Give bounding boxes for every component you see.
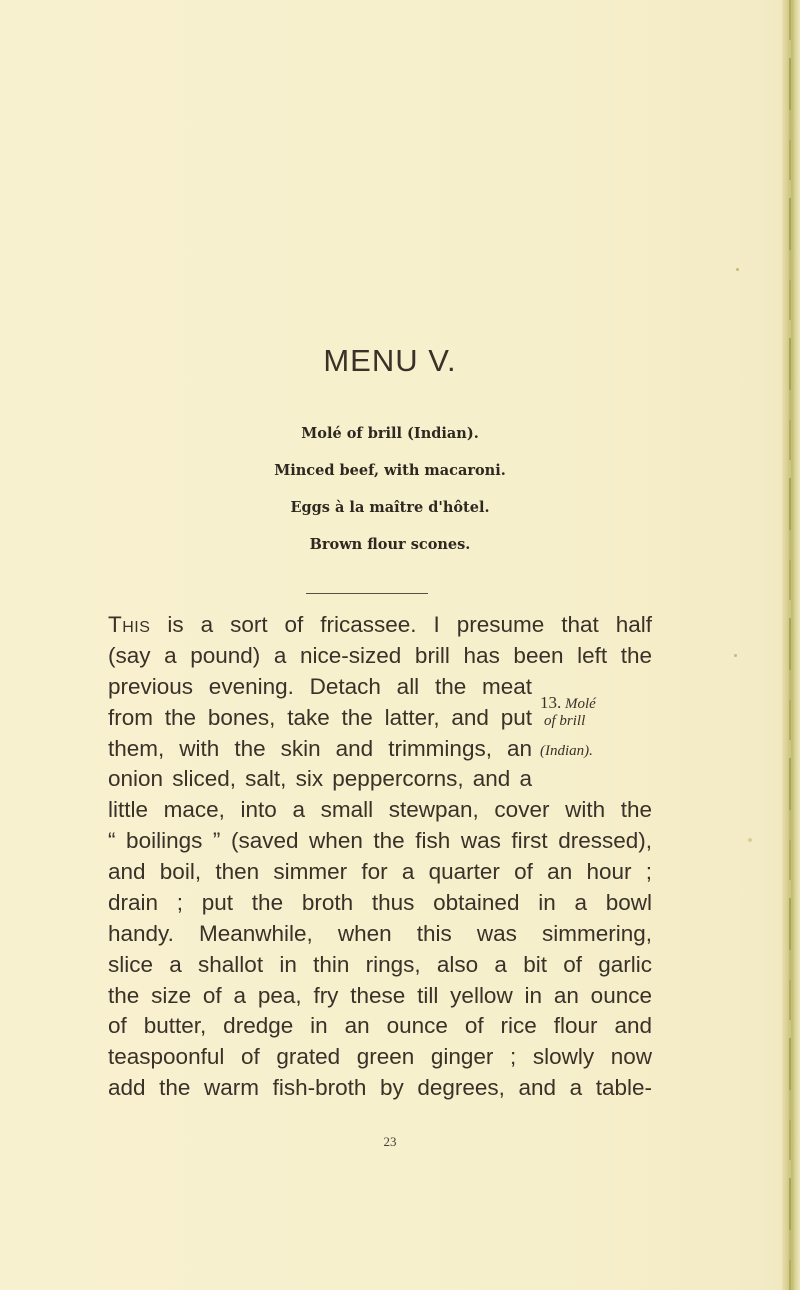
text-line: and boil, then simmer for a quarter of an hour ; (108, 859, 652, 884)
text-line (108, 610, 652, 640)
menu-item: Minced beef, with macaroni. (274, 462, 506, 479)
margin-note-origin: (Indian). (540, 743, 593, 759)
paper-speck (748, 838, 752, 842)
text-line: add the warm fish-broth by degrees, and a table- (108, 1075, 652, 1100)
text-line: teaspoonful of grated green ginger ; slowly now (108, 1044, 652, 1069)
paper-speck (734, 654, 737, 657)
page-number: 23 (383, 1134, 397, 1149)
text-line: little mace, into a small stewpan, cover with the (108, 797, 652, 822)
menu-item: Eggs à la maître d'hôtel. (290, 499, 490, 516)
margin-note-title: Molé (565, 696, 596, 712)
margin-note-number: 13. (540, 693, 562, 712)
text-line: the size of a pea, fry these till yellow in an ounce (108, 983, 652, 1008)
text-line-rest: is a sort of fricassee. I presume that half (150, 612, 652, 637)
paper-speck (736, 268, 739, 271)
text-line: previous evening. Detach all the meat (108, 674, 532, 699)
menu-item: Molé of brill (Indian). (301, 425, 479, 442)
text-line: (say a pound) a nice-sized brill has been left the (108, 643, 652, 668)
text-line: them, with the skin and trimmings, an (108, 736, 532, 761)
margin-note-heading (540, 693, 596, 714)
menu-title: MENU V. (323, 343, 457, 378)
text-line: onion sliced, salt, six peppercorns, and a (108, 766, 532, 791)
text-line: from the bones, take the latter, and put (108, 705, 532, 730)
margin-note-subtitle: of brill (544, 713, 586, 729)
first-word: This (108, 612, 151, 637)
text-line: of butter, dredge in an ounce of rice flour and (108, 1013, 652, 1038)
menu-item: Brown flour scones. (309, 536, 471, 553)
text-line: drain ; put the broth thus obtained in a bowl (108, 890, 652, 915)
text-line: handy. Meanwhile, when this was simmering, (108, 921, 652, 946)
text-line: slice a shallot in thin rings, also a bit of garlic (108, 952, 652, 977)
text-line: “ boilings ” (saved when the fish was first dressed), (108, 828, 652, 853)
